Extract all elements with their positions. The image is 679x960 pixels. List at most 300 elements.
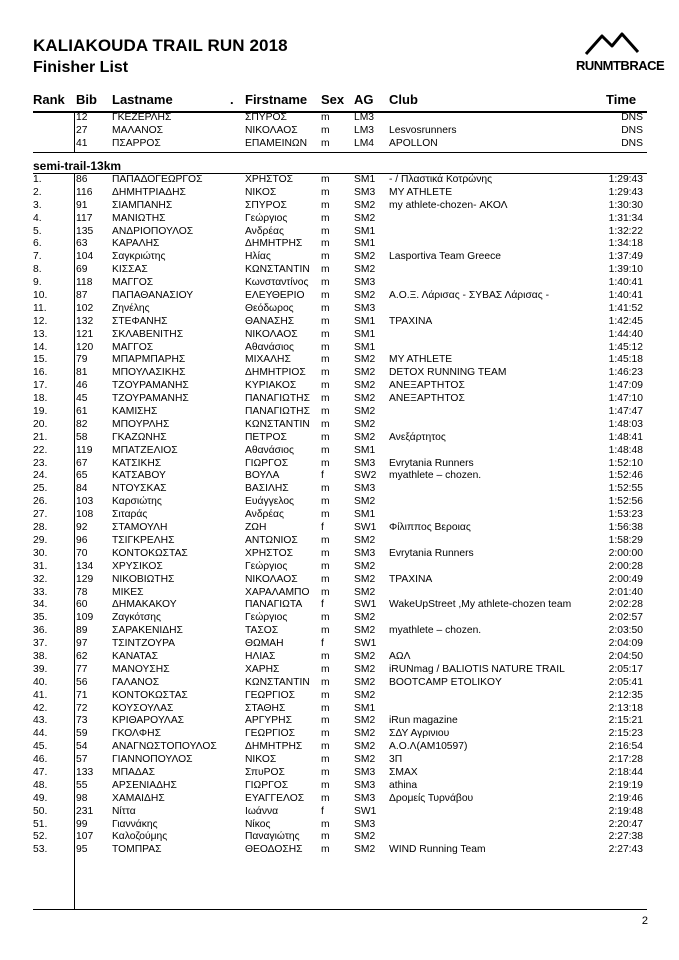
ag-cell: SM2 [354,534,376,546]
sex-cell: m [321,302,330,314]
lastname-cell: ΜΙΚΕΣ [112,586,144,598]
time-cell: DNS [621,112,643,123]
bib-cell: 58 [76,431,88,443]
bib-cell: 69 [76,264,88,276]
firstname-cell: Γεώργιος [245,560,288,572]
lastname-cell: ΚΙΣΣΑΣ [112,264,148,276]
rank-cell: 1. [33,174,42,185]
table-row [33,831,647,844]
lastname-cell: ΝΤΟΥΣΚΑΣ [112,483,167,495]
ag-cell: SW1 [354,638,377,650]
table-row [33,174,647,187]
rank-cell: 44. [33,728,48,740]
time-cell: 1:40:41 [608,277,643,289]
table-row [33,213,647,226]
table-row [33,303,647,316]
table-row [33,393,647,406]
rank-cell: 15. [33,354,48,366]
rank-cell: 33. [33,586,48,598]
firstname-cell: ΗΛΙΑΣ [245,650,276,662]
ag-cell: SM2 [354,573,376,585]
rank-cell: 10. [33,290,48,302]
ag-cell: SM2 [354,393,376,405]
club-cell: ΤΡΑΧΙΝΑ [389,573,433,585]
club-cell: athina [389,779,418,791]
firstname-cell: Ευάγγελος [245,496,295,508]
table-row [33,329,647,342]
ag-cell: LM3 [354,112,375,123]
lastname-cell: ΚΑΜΙΣΗΣ [112,406,158,418]
bib-cell: 89 [76,625,88,637]
firstname-cell: ΝΙΚΟΛΑΟΣ [245,124,298,136]
ag-cell: SM2 [354,676,376,688]
firstname-cell: ΘΩΜΑΗ [245,638,284,650]
sex-cell: m [321,431,330,443]
bib-cell: 96 [76,534,88,546]
logo-text: RUNMTBRACE [576,58,665,73]
firstname-cell: ΝΙΚΟΛΑΟΣ [245,573,298,585]
bib-cell: 133 [76,766,94,778]
lastname-cell: ΜΠΟΥΛΑΣΙΚΗΣ [112,367,186,379]
firstname-cell: ΚΥΡΙΑΚΟΣ [245,380,297,392]
rank-cell: 16. [33,367,48,379]
ag-cell: LM3 [354,124,375,136]
sex-cell: m [321,418,330,430]
firstname-cell: ΧΡΗΣΤΟΣ [245,547,294,559]
time-cell: 1:47:47 [608,406,643,418]
bib-cell: 109 [76,612,94,624]
time-cell: 1:47:09 [608,380,643,392]
lastname-cell: ΓΑΛΑΝΟΣ [112,676,160,688]
firstname-cell: ΠΑΝΑΓΙΩΤΗΣ [245,406,310,418]
table-row [33,125,647,138]
time-cell: 2:20:47 [608,818,643,830]
table-row [33,638,647,651]
time-cell: 2:15:21 [608,715,643,727]
time-cell: 2:05:41 [608,676,643,688]
ag-cell: SM2 [354,728,376,740]
section-title: semi-trail-13km [33,159,122,173]
bib-cell: 86 [76,174,88,185]
header-time: Time [606,92,637,107]
lastname-cell: ΜΠΑΔΑΣ [112,766,155,778]
sex-cell: m [321,444,330,456]
lastname-cell: ΓΚΟΛΦΗΣ [112,728,161,740]
sex-cell: m [321,354,330,366]
bib-cell: 62 [76,650,88,662]
bib-cell: 116 [76,186,93,198]
club-cell: Lasportiva Team Greece [389,251,501,263]
page-subtitle: Finisher List [33,59,129,76]
lastname-cell: Νίττα [112,805,136,817]
rank-cell: 18. [33,393,48,405]
bib-cell: 107 [76,831,94,843]
time-cell: 2:05:17 [608,663,643,675]
firstname-cell: ΝΙΚΟΛΑΟΣ [245,328,298,340]
ag-cell: SM3 [354,483,376,495]
rank-cell: 8. [33,264,42,276]
bib-cell: 45 [76,393,88,405]
ag-cell: SM2 [354,741,376,753]
time-cell: 1:58:29 [608,534,643,546]
sex-cell: m [321,509,330,521]
firstname-cell: ΣΠΥΡΟΣ [245,112,287,123]
firstname-cell: Θεόδωρος [245,302,294,314]
header-lastname: Lastname [112,92,173,107]
club-cell: iRUNmag / BALIOTIS NATURE TRAIL [389,663,565,675]
ag-cell: LM4 [354,137,375,149]
table-row [33,316,647,329]
lastname-cell: ΚΟΥΣΟΥΛΑΣ [112,702,174,714]
sex-cell: m [321,186,330,198]
ag-cell: SM2 [354,418,376,430]
bib-cell: 79 [76,354,88,366]
rank-cell: 40. [33,676,48,688]
ag-cell: SM2 [354,251,376,263]
club-cell: DETOX RUNNING TEAM [389,367,507,379]
lastname-cell: ΔΗΜΗΤΡΙΑΔΗΣ [112,186,186,198]
ag-cell: SM1 [354,702,376,714]
lastname-cell: ΚΑΡΑΛΗΣ [112,238,160,250]
club-cell: iRun magazine [389,715,458,727]
lastname-cell: ΚΟΝΤΟΚΩΣΤΑΣ [112,547,188,559]
header-club: Club [389,92,418,107]
header-sex: Sex [321,92,345,107]
time-cell: 1:39:10 [608,264,643,276]
lastname-cell: Ζηνέλης [112,302,150,314]
header-rank: Rank [33,92,65,107]
table-row [33,226,647,239]
rank-cell: 37. [33,638,48,650]
table-row [33,780,647,793]
rank-cell: 6. [33,238,42,250]
lastname-cell: ΜΠΟΥΡΛΗΣ [112,418,170,430]
lastname-cell: ΤΖΟΥΡΑΜΑΝΗΣ [112,380,189,392]
time-cell: 1:29:43 [608,174,643,185]
club-cell: ΣΜΑΧ [389,766,418,778]
sex-cell: m [321,560,330,572]
rank-cell: 29. [33,534,48,546]
rank-cell: 34. [33,599,48,611]
bib-cell: 59 [76,728,88,740]
table-row [33,703,647,716]
sex-cell: m [321,702,330,714]
table-row [33,599,647,612]
time-cell: 1:32:22 [608,225,643,237]
lastname-cell: ΣΙΑΜΠΑΝΗΣ [112,199,173,211]
time-cell: 2:18:44 [608,766,643,778]
club-cell: myathlete – chozen. [389,470,482,482]
table-row [33,728,647,741]
club-cell: MY ATHLETE [389,354,453,366]
firstname-cell: ΔΗΜΗΤΡΗΣ [245,741,303,753]
bib-cell: 54 [76,741,88,753]
time-cell: 1:45:12 [608,341,643,353]
lastname-cell: ΝΙΚΟΒΙΩΤΗΣ [112,573,175,585]
table-row [33,445,647,458]
lastname-cell: ΣΚΛΑΒΕΝΙΤΗΣ [112,328,184,340]
ag-cell: SM1 [354,341,376,353]
club-cell: MY ATHLETE [389,186,453,198]
rank-cell: 19. [33,406,48,418]
ag-cell: SM2 [354,560,376,572]
ag-cell: SM2 [354,650,376,662]
time-cell: 2:27:38 [608,831,643,843]
lastname-cell: ΜΑΝΙΩΤΗΣ [112,212,166,224]
rank-cell: 53. [33,844,48,856]
bib-cell: 41 [76,137,88,149]
time-cell: 1:40:41 [608,290,643,302]
time-cell: 2:19:46 [608,792,643,804]
lastname-cell: ΤΣΙΓΚΡΕΛΗΣ [112,534,175,546]
bib-cell: 84 [76,483,88,495]
sex-cell: m [321,112,330,123]
ag-cell: SM2 [354,431,376,443]
table-row [33,741,647,754]
firstname-cell: ΑΡΓΥΡΗΣ [245,715,292,727]
table-row [33,574,647,587]
table-row [33,187,647,200]
firstname-cell: ΘΕΟΔΟΣΗΣ [245,844,303,856]
bib-cell: 95 [76,844,88,856]
time-cell: 2:00:28 [608,560,643,572]
table-row [33,767,647,780]
firstname-cell: ΓΕΩΡΓΙΟΣ [245,728,296,740]
ag-cell: SM3 [354,302,376,314]
ag-cell: SM2 [354,367,376,379]
rank-cell: 7. [33,251,42,263]
bib-cell: 73 [76,715,88,727]
firstname-cell: ΓΕΩΡΓΙΟΣ [245,689,296,701]
bib-cell: 56 [76,676,88,688]
ag-cell: SM2 [354,290,376,302]
bib-cell: 108 [76,509,94,521]
sex-cell: m [321,174,330,185]
rank-cell: 4. [33,212,42,224]
rank-cell: 12. [33,315,48,327]
bib-cell: 71 [76,689,88,701]
ag-cell: SM3 [354,818,376,830]
club-cell: APOLLON [389,137,438,149]
club-cell: myathlete – chozen. [389,625,482,637]
ag-cell: SM2 [354,625,376,637]
lastname-cell: ΚΑΝΑΤΑΣ [112,650,159,662]
firstname-cell: ΠΑΝΑΓΙΩΤΗΣ [245,393,310,405]
time-cell: 2:27:43 [608,844,643,856]
lastname-cell: ΓΚΑΖΩΝΗΣ [112,431,167,443]
ag-cell: SM1 [354,444,376,456]
firstname-cell: ΝΙΚΟΣ [245,754,277,766]
table-row [33,793,647,806]
lastname-cell: ΜΑΛΑΝΟΣ [112,124,164,136]
rank-cell: 39. [33,663,48,675]
column-divider [74,112,75,152]
club-cell: my athlete-chozen- ΑΚΟΛ [389,199,508,211]
rank-cell: 22. [33,444,48,456]
sex-cell: m [321,586,330,598]
rank-cell: 48. [33,779,48,791]
sex-cell: m [321,573,330,585]
time-cell: 2:00:00 [608,547,643,559]
sex-cell: m [321,689,330,701]
bib-cell: 92 [76,522,88,534]
ag-cell: SM3 [354,779,376,791]
table-row [33,522,647,535]
time-cell: 1:47:10 [608,393,643,405]
bib-cell: 121 [76,328,94,340]
rank-cell: 52. [33,831,48,843]
ag-cell: SM1 [354,174,376,185]
table-row [33,561,647,574]
time-cell: 1:52:10 [608,457,643,469]
club-cell: ΑΝΕΞΑΡΤΗΤΟΣ [389,393,465,405]
lastname-cell: ΜΠΑΤΖΕΛΙΟΣ [112,444,178,456]
table-header [33,92,647,112]
rank-cell: 17. [33,380,48,392]
table-row [33,844,647,857]
logo [576,30,665,80]
time-cell: 1:46:23 [608,367,643,379]
ag-cell: SW1 [354,522,377,534]
header-firstname: Firstname [245,92,308,107]
lastname-cell: ΣΑΡΑΚΕΝΙΔΗΣ [112,625,183,637]
bib-cell: 70 [76,547,88,559]
time-cell: 1:48:03 [608,418,643,430]
ag-cell: SM2 [354,715,376,727]
ag-cell: SW1 [354,805,377,817]
table-row [33,264,647,277]
table-row [33,406,647,419]
club-cell: Φίλιππος Βεροιας [389,522,471,534]
time-cell: 1:34:18 [608,238,643,250]
firstname-cell: Ιωάννα [245,805,279,817]
table-row [33,625,647,638]
sex-cell: m [321,290,330,302]
ag-cell: SM2 [354,199,376,211]
rank-cell: 26. [33,496,48,508]
table-row [33,380,647,393]
ag-cell: SW1 [354,599,377,611]
lastname-cell: ΠΑΠΑΘΑΝΑΣΙΟΥ [112,290,194,302]
sex-cell: f [321,522,324,534]
table-row [33,138,647,151]
bib-cell: 102 [76,302,94,314]
sex-cell: m [321,367,330,379]
firstname-cell: ΚΩΝΣΤΑΝΤΙΝ [245,418,310,430]
firstname-cell: ΓΙΩΡΓΟΣ [245,457,289,469]
rank-cell: 32. [33,573,48,585]
club-cell: Lesvosrunners [389,124,457,136]
rank-cell: 24. [33,470,48,482]
ag-cell: SM3 [354,766,376,778]
ag-cell: SM1 [354,328,376,340]
ag-cell: SM2 [354,354,376,366]
sex-cell: m [321,715,330,727]
time-cell: 2:04:09 [608,638,643,650]
sex-cell: m [321,483,330,495]
table-row [33,367,647,380]
bib-cell: 97 [76,638,88,650]
lastname-cell: Ζαγκότσης [112,612,161,624]
time-cell: 1:52:56 [608,496,643,508]
time-cell: 2:13:18 [608,702,643,714]
bib-cell: 120 [76,341,94,353]
club-cell: WIND Running Team [389,844,486,856]
lastname-cell: ΓΚΕΖΕΡΛΗΣ [112,112,172,123]
time-cell: DNS [621,124,643,136]
bib-cell: 61 [76,406,88,418]
firstname-cell: ΧΡΗΣΤΟΣ [245,174,294,185]
rank-cell: 11. [33,302,47,314]
lastname-cell: Καρσιώτης [112,496,162,508]
time-cell: 1:30:30 [608,199,643,211]
time-cell: 2:16:54 [608,741,643,753]
ag-cell: SM2 [354,496,376,508]
results-list [33,174,647,857]
lastname-cell: ΚΡΙΘΑΡΟΥΛΑΣ [112,715,185,727]
bib-cell: 99 [76,818,88,830]
lastname-cell: ΠΑΠΑΔΟΓΕΩΡΓΟΣ [112,174,203,185]
sex-cell: m [321,341,330,353]
club-cell: ΣΔΥ Αγρινιου [389,728,450,740]
lastname-cell: ΧΡΥΣΙΚΟΣ [112,560,163,572]
club-cell: ΤΡΑΧΙΝΑ [389,315,433,327]
firstname-cell: ΑΝΤΩΝΙΟΣ [245,534,298,546]
rank-cell: 28. [33,522,48,534]
sex-cell: m [321,754,330,766]
rank-cell: 9. [33,277,42,289]
firstname-cell: ΖΩΗ [245,522,267,534]
bib-cell: 72 [76,702,88,714]
time-cell: 1:53:23 [608,509,643,521]
ag-cell: SM3 [354,277,376,289]
sex-cell: m [321,212,330,224]
bib-cell: 135 [76,225,94,237]
sex-cell: m [321,818,330,830]
time-cell: 2:12:35 [608,689,643,701]
firstname-cell: Αθανάσιος [245,341,294,353]
rank-cell: 51. [33,818,48,830]
rank-cell: 50. [33,805,48,817]
bib-cell: 134 [76,560,94,572]
lastname-cell: ΤΣΙΝΤΖΟΥΡΑ [112,638,176,650]
firstname-cell: ΕΛΕΥΘΕΡΙΟ [245,290,305,302]
sex-cell: m [321,328,330,340]
table-row [33,690,647,703]
lastname-cell: ΜΑΓΓΟΣ [112,277,154,289]
firstname-cell: Ανδρέας [245,225,284,237]
ag-cell: SM2 [354,586,376,598]
ag-cell: SM2 [354,754,376,766]
ag-cell: SM2 [354,612,376,624]
ag-cell: SW2 [354,470,377,482]
firstname-cell: ΔΗΜΗΤΡΗΣ [245,238,303,250]
header-bib: Bib [76,92,97,107]
firstname-cell: ΓΙΩΡΓΟΣ [245,779,289,791]
rank-cell: 36. [33,625,48,637]
time-cell: 1:37:49 [608,251,643,263]
ag-cell: SM3 [354,186,376,198]
sex-cell: f [321,805,324,817]
firstname-cell: Παναγιώτης [245,831,300,843]
firstname-cell: Νίκος [245,818,271,830]
sex-cell: m [321,124,330,136]
time-cell: 2:02:57 [608,612,643,624]
lastname-cell: ΤΟΜΠΡΑΣ [112,844,162,856]
firstname-cell: ΧΑΡΑΛΑΜΠΟ [245,586,310,598]
bib-cell: 55 [76,779,88,791]
bib-cell: 118 [76,277,93,289]
